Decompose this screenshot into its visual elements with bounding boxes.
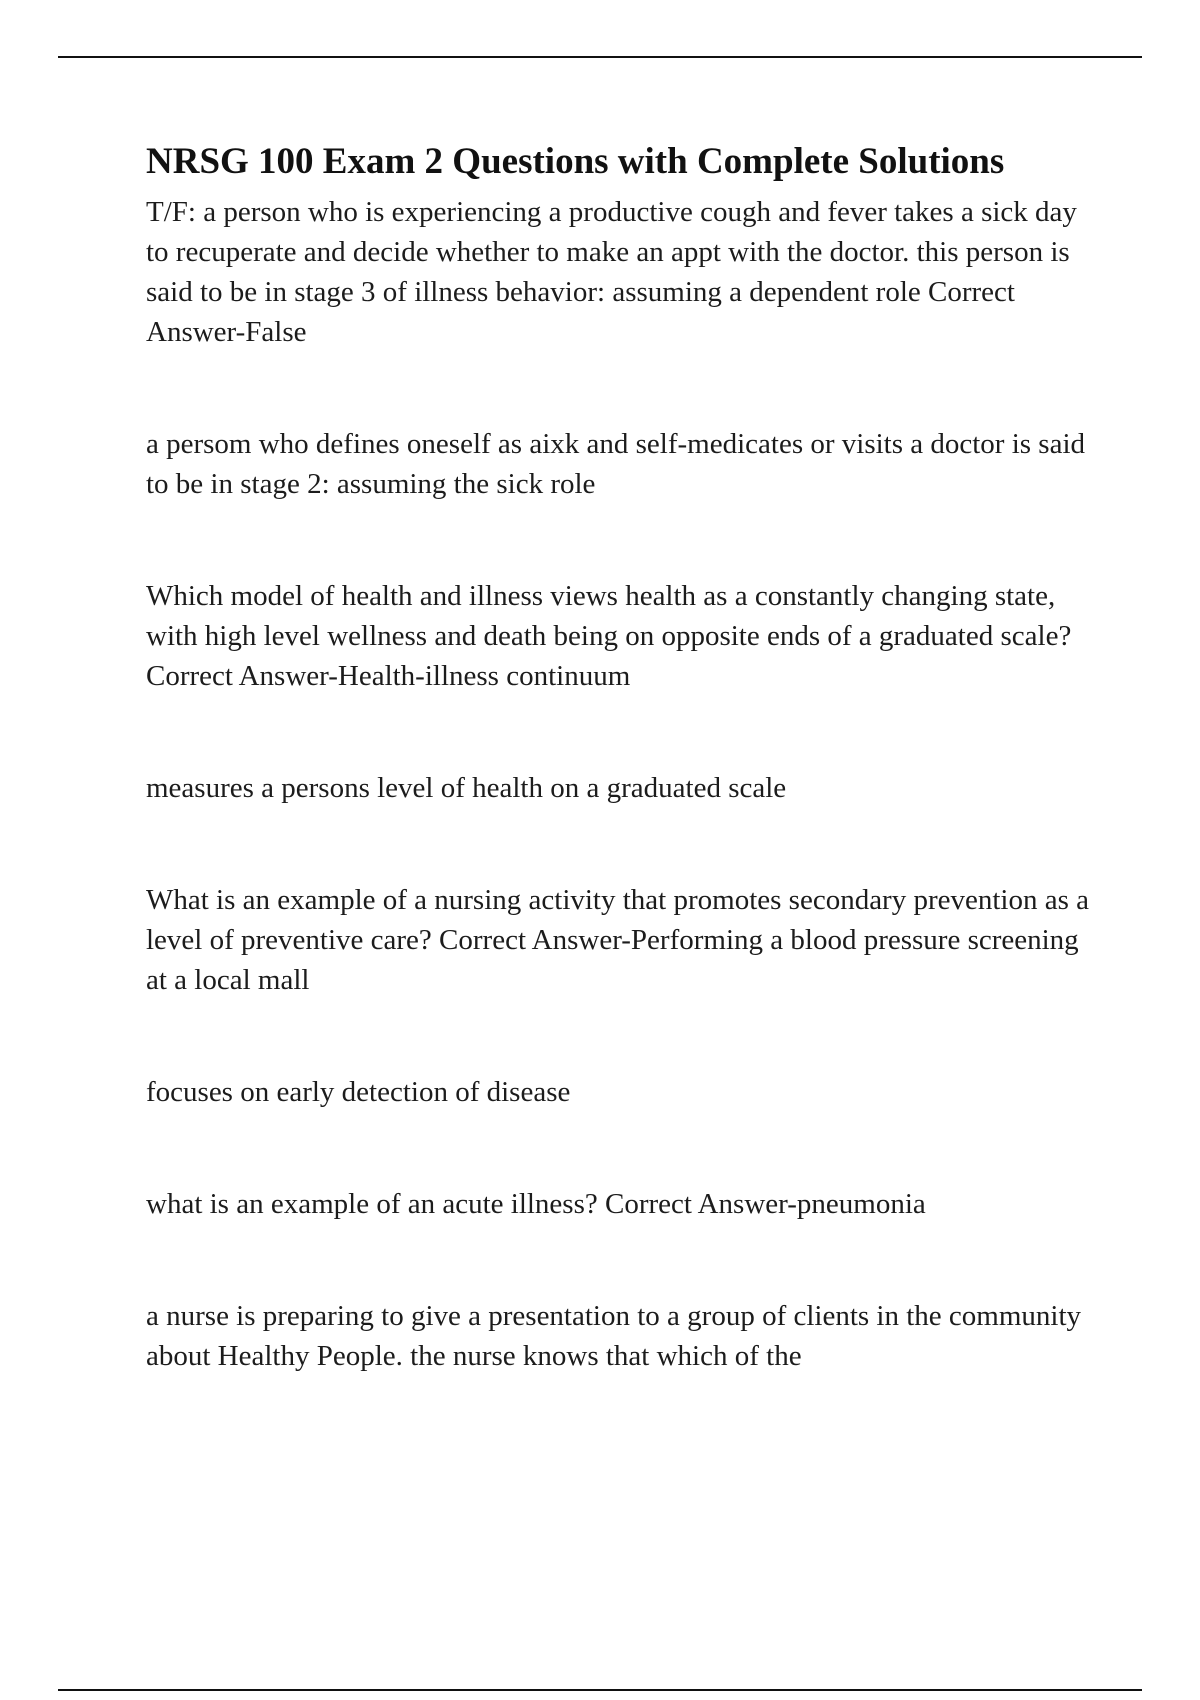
qa-entry-3: Which model of health and illness views health as a constantly changing state, with high level wellness and death being on opposite ends of a graduated scale? Correct Answer-Health-illness continuum [146,580,1072,692]
bottom-rule [58,1689,1142,1691]
qa-entry-6: focuses on early detection of disease [146,1076,571,1108]
qa-entry-2: a persom who defines oneself as aixk and self-medicates or visits a doctor is said to be in stage 2: assuming the sick role [146,428,1086,500]
page-title: NRSG 100 Exam 2 Questions with Complete Solutions [146,141,1005,182]
qa-entry-5: What is an example of a nursing activity that promotes secondary prevention as a level of preventive care? Correct Answer-Performing a blood pressure screening at a local mall [146,884,1090,996]
qa-entry-1: T/F: a person who is experiencing a productive cough and fever takes a sick day to recuperate and decide whether to make an appt with the doctor. this person is said to be in stage 3 of illness behavior: assuming a dependent role Correct Answer-False [146,196,1077,348]
qa-entry-7: what is an example of an acute illness? Correct Answer-pneumonia [146,1188,926,1220]
qa-entry-4: measures a persons level of health on a graduated scale [146,772,787,804]
top-rule [58,56,1142,58]
qa-entry-8: a nurse is preparing to give a presentation to a group of clients in the community about Healthy People. the nurse knows that which of the [146,1300,1082,1372]
document-body [146,140,1096,1376]
